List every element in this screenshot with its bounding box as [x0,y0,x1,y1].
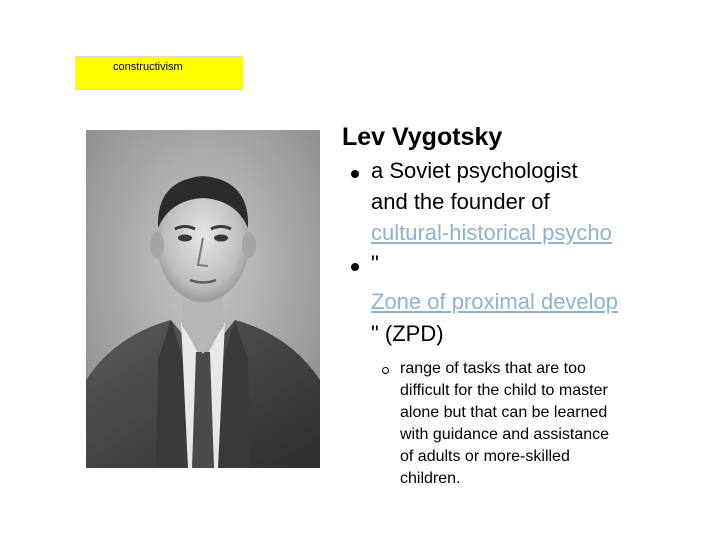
bullet-2-open-quote: " [371,251,379,276]
topic-tag-label: constructivism [113,61,183,73]
bullet-dot-icon [351,170,359,178]
bullet-2-suffix: " (ZPD) [371,321,444,346]
bullet-dot-icon [351,263,359,271]
sub-bullet-line-1: range of tasks that are too [400,360,586,377]
sub-bullet-line-3: alone but that can be learned [400,404,608,421]
sub-bullet-circle-icon [382,367,389,374]
bullet-1-line-1: a Soviet psychologist [371,158,578,183]
zpd-link[interactable]: Zone of proximal develop [371,289,619,314]
topic-tag [75,56,243,90]
sub-bullet-line-5: of adults or more-skilled [400,448,570,465]
slide-content [342,122,688,512]
portrait-photo [86,130,320,468]
sub-bullet-line-2: difficult for the child to master [400,382,608,399]
sub-bullet-line-6: children. [400,470,461,487]
slide-title: Lev Vygotsky [342,123,503,151]
bullet-1-line-2: and the founder of [371,189,550,214]
cultural-historical-link[interactable]: cultural-historical psycho [371,220,612,245]
portrait-photo-icon [86,130,320,468]
sub-bullet-line-4: with guidance and assistance [400,426,610,443]
